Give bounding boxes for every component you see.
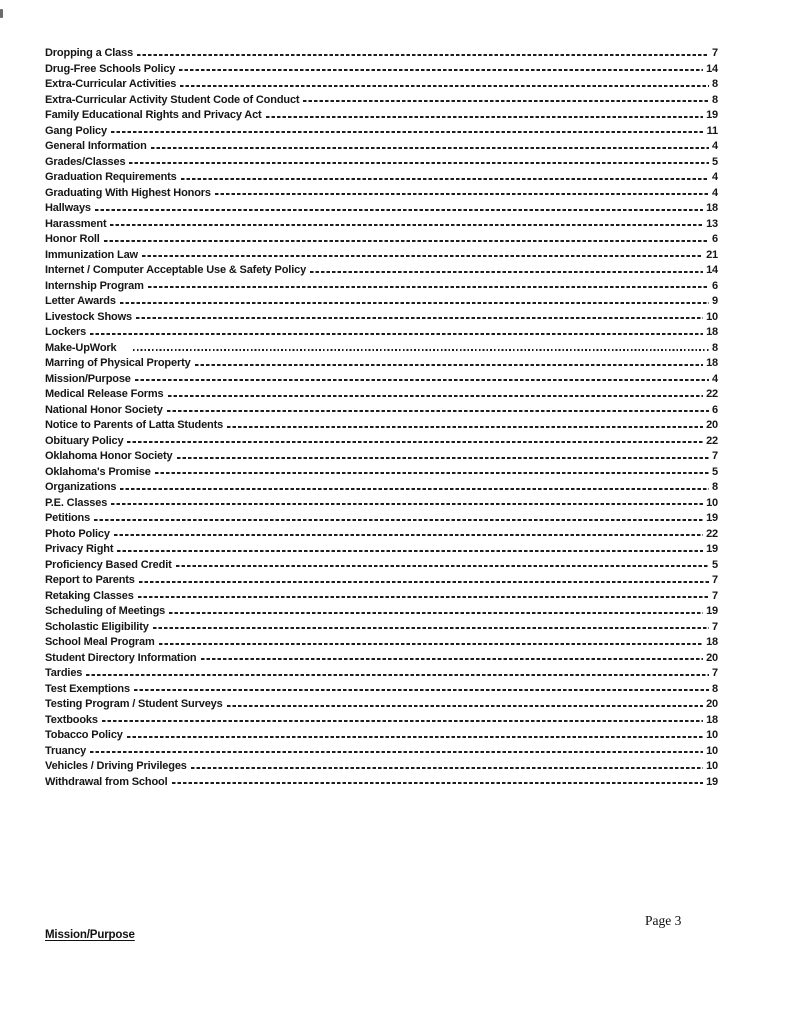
toc-entry-label: Tardies [45, 667, 83, 679]
toc-leader [227, 705, 703, 707]
toc-entry-label: Textbooks [45, 713, 98, 726]
toc-entry [45, 155, 718, 171]
toc-entry-label: Letter Awards [45, 295, 116, 307]
toc-entry-page: 8 [712, 78, 718, 90]
toc-leader [117, 550, 703, 552]
toc-entry-page: 19 [706, 543, 718, 555]
toc-entry-label: General Information [45, 140, 147, 152]
toc-leader [180, 85, 709, 87]
toc-leader [195, 364, 704, 366]
toc-entry [45, 620, 718, 636]
toc-entry [45, 666, 718, 682]
toc-leader [114, 534, 703, 536]
toc-entry-label: Drug-Free Schools Policy [45, 62, 176, 75]
toc-leader [155, 472, 709, 474]
toc-leader [310, 271, 703, 273]
toc-leader [90, 751, 703, 753]
toc-entry [45, 635, 718, 651]
toc-entry-label: Test Exemptions [45, 682, 130, 695]
toc-entry [45, 418, 718, 434]
toc-leader [227, 426, 703, 428]
toc-entry [45, 511, 718, 527]
toc-entry [45, 573, 718, 589]
toc-entry-page: 18 [706, 357, 718, 369]
toc-entry [45, 713, 718, 729]
toc-entry-page: 7 [712, 47, 718, 59]
toc-entry [45, 744, 718, 760]
toc-entry [45, 325, 718, 341]
toc-entry-page: 10 [706, 729, 718, 741]
toc-entry [45, 403, 718, 419]
toc-entry-page: 8 [712, 341, 718, 354]
toc-entry [45, 604, 718, 620]
toc-leader [86, 674, 709, 676]
toc-entry-page: 4 [712, 372, 718, 385]
toc-entry-label: Grades/Classes [45, 155, 126, 168]
toc-entry-page: 13 [706, 217, 718, 230]
toc-entry-label: Dropping a Class [45, 47, 134, 59]
toc-entry-page: 8 [712, 682, 718, 695]
toc-entry [45, 93, 718, 109]
toc-entry-label: Obituary Policy [45, 434, 124, 447]
toc-entry-label: Medical Release Forms [45, 388, 164, 400]
toc-entry-page: 19 [706, 775, 718, 788]
toc-entry [45, 248, 718, 264]
toc-entry-page: 19 [706, 605, 718, 617]
toc-entry-label: Lockers [45, 326, 87, 338]
toc-entry [45, 496, 718, 512]
toc-entry-page: 10 [706, 760, 718, 772]
toc-entry [45, 186, 718, 202]
toc-entry-label: Photo Policy [45, 527, 110, 540]
toc-leader [191, 767, 703, 769]
toc-entry [45, 542, 718, 558]
toc-entry-page: 18 [706, 326, 718, 338]
toc-entry-label: Hallways [45, 202, 91, 214]
toc-entry [45, 728, 718, 744]
toc-entry-page: 7 [712, 589, 718, 602]
toc-entry-page: 7 [712, 620, 718, 633]
toc-entry [45, 294, 718, 310]
toc-entry-label: Organizations [45, 481, 117, 493]
toc-entry-label: National Honor Society [45, 403, 163, 416]
toc-leader [133, 349, 710, 351]
toc-entry-label: Scholastic Eligibility [45, 620, 149, 633]
toc-entry [45, 558, 718, 574]
toc-entry-label: Extra-Curricular Activities [45, 78, 177, 90]
toc-entry-page: 5 [712, 155, 718, 168]
toc-leader [127, 736, 703, 738]
toc-entry-page: 5 [712, 558, 718, 571]
toc-entry-label: Oklahoma's Promise [45, 465, 151, 478]
toc-entry-page: 7 [712, 450, 718, 462]
toc-entry [45, 682, 718, 698]
toc-entry-label: Honor Roll [45, 233, 100, 245]
toc-leader [94, 519, 703, 521]
scan-artifact [0, 9, 3, 18]
toc-entry-page: 22 [706, 527, 718, 540]
toc-entry-label: Immunization Law [45, 248, 138, 261]
toc-entry [45, 341, 718, 357]
toc-entry-page: 18 [706, 636, 718, 648]
page-number: Page 3 [645, 913, 682, 928]
toc-entry [45, 62, 718, 78]
toc-entry-label: Notice to Parents of Latta Students [45, 419, 224, 431]
toc-entry-label: Gang Policy [45, 124, 107, 137]
toc-entry-page: 6 [712, 233, 718, 245]
next-section-heading: Mission/Purpose [45, 929, 135, 941]
toc-entry [45, 310, 718, 326]
toc-entry-label: School Meal Program [45, 636, 155, 648]
toc-entry [45, 697, 718, 713]
toc-leader [137, 54, 709, 56]
toc-entry [45, 170, 718, 186]
toc-entry-label: Withdrawal from School [45, 775, 168, 788]
toc-entry-label: Oklahoma Honor Society [45, 450, 173, 462]
toc-leader [148, 286, 709, 288]
toc-entry-label: P.E. Classes [45, 496, 108, 509]
toc-leader [111, 131, 704, 133]
toc-entry-label: Scheduling of Meetings [45, 605, 166, 617]
toc-entry-page: 6 [712, 403, 718, 416]
toc-entry [45, 372, 718, 388]
toc-entry [45, 279, 718, 295]
toc-leader [136, 317, 703, 319]
toc-entry-label: Graduation Requirements [45, 171, 177, 183]
toc-entry [45, 480, 718, 496]
toc-entry-page: 22 [706, 388, 718, 400]
toc-entry-label: Tobacco Policy [45, 729, 123, 741]
toc-leader [151, 147, 709, 149]
toc-leader [104, 240, 709, 242]
toc-entry-page: 4 [712, 171, 718, 183]
toc-entry-page: 10 [706, 744, 718, 757]
toc-entry-page: 22 [706, 434, 718, 447]
toc-entry-page: 4 [712, 140, 718, 152]
toc-entry-page: 21 [706, 248, 718, 261]
toc-entry-page: 4 [712, 186, 718, 199]
toc-entry [45, 775, 718, 791]
toc-leader [266, 116, 704, 118]
toc-leader [134, 689, 709, 691]
toc-leader [110, 224, 703, 226]
toc-entry [45, 356, 718, 372]
toc-entry [45, 124, 718, 140]
toc-leader [177, 457, 710, 459]
toc-entry-page: 6 [712, 279, 718, 292]
toc-entry [45, 465, 718, 481]
toc-entry-label: Proficiency Based Credit [45, 558, 172, 571]
toc-leader [159, 643, 703, 645]
toc-entry-label: Marring of Physical Property [45, 357, 191, 369]
toc-entry-page: 19 [706, 512, 718, 524]
toc-leader [135, 379, 709, 381]
toc-leader [139, 581, 709, 583]
toc-leader [142, 255, 703, 257]
toc-entry-label: Make-UpWork [45, 341, 117, 354]
toc-entry [45, 232, 718, 248]
toc-entry-label: Retaking Classes [45, 589, 134, 602]
toc-entry-label: Internet / Computer Acceptable Use & Safety Policy [45, 264, 307, 276]
toc-leader [127, 441, 703, 443]
toc-leader [111, 503, 703, 505]
toc-leader [215, 193, 709, 195]
toc-leader [168, 395, 704, 397]
toc-entry-page: 14 [706, 62, 718, 75]
toc-entry [45, 201, 718, 217]
toc-leader [138, 596, 709, 598]
toc-entry [45, 108, 718, 124]
toc-entry-label: Graduating With Highest Honors [45, 186, 211, 199]
toc-entry-label: Report to Parents [45, 574, 135, 586]
toc-leader [102, 720, 703, 722]
toc-entry-label: Privacy Right [45, 543, 114, 555]
toc-entry-page: 20 [706, 419, 718, 431]
toc-entry-page: 10 [706, 310, 718, 323]
toc-leader [120, 488, 709, 490]
toc-entry-page: 18 [706, 713, 718, 726]
toc-leader [181, 178, 709, 180]
toc-entry-label: Petitions [45, 512, 91, 524]
toc-entry-label: Testing Program / Student Surveys [45, 698, 223, 710]
toc-entry [45, 263, 718, 279]
toc-leader [129, 162, 709, 164]
toc-leader [153, 627, 709, 629]
toc-entry-label: Internship Program [45, 279, 144, 292]
toc-entry [45, 527, 718, 543]
toc-leader [90, 333, 703, 335]
toc-entry [45, 759, 718, 775]
toc-entry-page: 7 [712, 667, 718, 679]
toc-entry-page: 20 [706, 651, 718, 664]
toc-entry-page: 19 [706, 109, 718, 121]
toc-entry-page: 7 [712, 574, 718, 586]
toc-entry [45, 387, 718, 403]
toc-leader [95, 209, 703, 211]
toc-entry-page: 5 [712, 465, 718, 478]
toc-entry [45, 651, 718, 667]
toc-leader [172, 782, 704, 784]
toc-leader [201, 658, 704, 660]
toc-entry-label: Harassment [45, 217, 107, 230]
toc-entry-label: Family Educational Rights and Privacy Act [45, 109, 262, 121]
toc-entry-page: 9 [712, 295, 718, 307]
toc-entry-page: 10 [706, 496, 718, 509]
toc-entry [45, 434, 718, 450]
toc-leader [303, 100, 709, 102]
toc-leader [176, 565, 709, 567]
toc-entry [45, 46, 718, 62]
toc-entry-label: Vehicles / Driving Privileges [45, 760, 187, 772]
toc-entry-page: 20 [706, 698, 718, 710]
toc-entry [45, 589, 718, 605]
toc-entry [45, 217, 718, 233]
toc-entry-label: Livestock Shows [45, 310, 133, 323]
toc-entry-label: Mission/Purpose [45, 372, 131, 385]
toc-leader [169, 612, 703, 614]
toc-entry-label: Truancy [45, 744, 87, 757]
toc-entry-page: 14 [706, 264, 718, 276]
toc-entry [45, 77, 718, 93]
toc-entry-label: Extra-Curricular Activity Student Code of Conduct [45, 93, 300, 106]
toc-entry-page: 18 [706, 202, 718, 214]
toc-entry-label: Student Directory Information [45, 651, 197, 664]
toc-entry-page: 11 [706, 124, 718, 137]
toc-entry [45, 139, 718, 155]
toc-leader [179, 69, 703, 71]
toc-leader [120, 302, 709, 304]
toc-entry-page: 8 [712, 481, 718, 493]
toc-entry-page: 8 [712, 93, 718, 106]
toc-leader [167, 410, 709, 412]
toc-list [45, 46, 718, 790]
toc-entry [45, 449, 718, 465]
